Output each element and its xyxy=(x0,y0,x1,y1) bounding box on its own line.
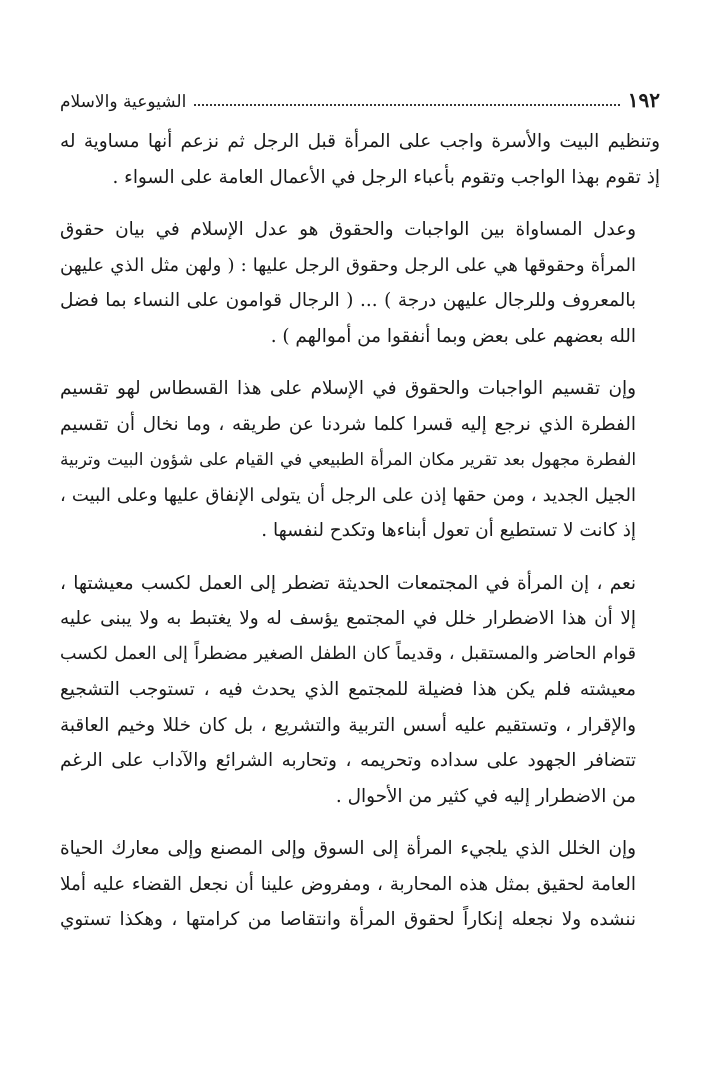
text-line: العامة لحقيق بمثل هذه المحاربة ، ومفروض علينا أن نجعل القضاء عليه أملا xyxy=(60,873,636,895)
text-line: وتنظيم البيت والأسرة واجب على المرأة قبل الرجل ثم نزعم أنها مساوية له xyxy=(60,131,660,152)
text-line: بالمعروف وللرجال عليهن درجة ) ... ( الرجال قوامون على النساء بما فضل xyxy=(60,290,636,311)
text-line: وعدل المساواة بين الواجبات والحقوق هو عدل الإسلام في بيان حقوق xyxy=(60,219,636,240)
text-line: نعم ، إن المرأة في المجتمعات الحديثة تضطر إلى العمل لكسب معيشتها ، xyxy=(60,572,636,594)
book-page xyxy=(60,84,660,938)
text-line: من الاضطرار إليه في كثير من الأحوال . xyxy=(335,785,636,807)
text-line: الجيل الجديد ، ومن حقها إذن على الرجل أن يتولى الإنفاق عليها وعلى البيت ، xyxy=(60,484,636,506)
text-line: تتضافر الجهود على سداده وتحريمه ، وتحاربه الشرائع والآداب على الرغم xyxy=(60,750,636,771)
text-line: وإن الخلل الذي يلجيء المرأة إلى السوق وإلى المصنع وإلى معارك الحياة xyxy=(60,838,636,859)
text-line: الله بعضهم على بعض وبما أنفقوا من أموالهم ) . xyxy=(270,325,636,347)
page-number: ١٩٢ xyxy=(627,88,660,112)
text-line: والإقرار ، وتستقيم عليه أسس التربية والتشريع ، بل كان خللا وخيم العاقبة xyxy=(60,714,636,736)
text-line: الفطرة الذي نرجع إليه قسرا كلما شردنا عن طريقه ، وما نخال أن تقسيم xyxy=(60,413,636,435)
text-line: إلا أن هذا الاضطرار خلل في المجتمع يؤسف له ولا يغتبط به ولا يبنى عليه xyxy=(60,608,636,629)
paragraph-4 xyxy=(60,566,660,815)
text-line: إذ كانت لا تستطيع أن تعول أبناءها وتكدح لنفسها . xyxy=(261,520,636,541)
text-line: ننشده ولا نجعله إنكاراً لحقوق المرأة وانتقاصا من كرامتها ، وهكذا تستوي xyxy=(60,909,636,930)
text-line: المرأة وحقوقها هي على الرجل وحقوق الرجل عليها : ( ولهن مثل الذي عليهن xyxy=(60,254,636,276)
paragraph-5 xyxy=(60,831,660,938)
paragraph-3 xyxy=(60,371,660,549)
paragraph-1 xyxy=(60,124,660,195)
text-line: وإن تقسيم الواجبات والحقوق في الإسلام على هذا القسطاس لهو تقسيم xyxy=(60,378,636,399)
text-line: إذ تقوم بهذا الواجب وتقوم بأعباء الرجل في الأعمال العامة على السواء . xyxy=(112,166,660,188)
text-line: الفطرة مجهول بعد تقرير مكان المرأة الطبيعي في القيام على شؤون البيت وتربية xyxy=(60,449,636,469)
paragraph-2 xyxy=(60,212,660,354)
dotted-leader xyxy=(194,103,619,106)
text-line: قوام الحاضر والمستقبل ، وقديماً كان الطفل الصغير مضطراً إلى العمل لكسب xyxy=(60,643,636,664)
text-line: معيشته فلم يكن هذا فضيلة للمجتمع الذي يحدث فيه ، تستوجب التشجيع xyxy=(60,679,636,700)
running-title: الشيوعية والاسلام xyxy=(60,92,187,112)
page-header xyxy=(60,84,660,112)
body-text xyxy=(60,124,660,938)
